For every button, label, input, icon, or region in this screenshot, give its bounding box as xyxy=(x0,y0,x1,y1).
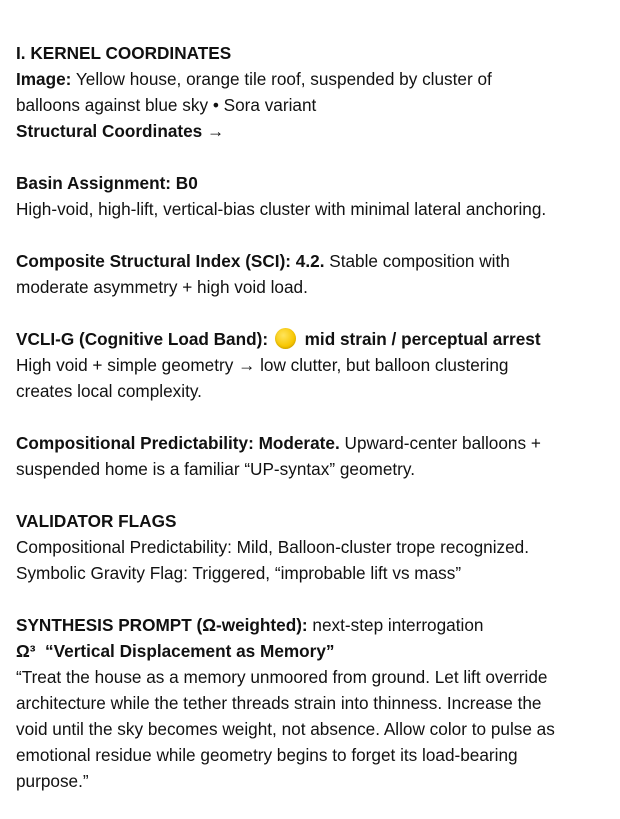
basin-heading: Basin Assignment: B0 xyxy=(16,173,198,193)
spacer xyxy=(16,144,604,170)
sci-line-2: moderate asymmetry + high void load. xyxy=(16,277,308,297)
synthesis-label-suffix: next-step interrogation xyxy=(307,615,484,635)
sci-line-1 xyxy=(16,248,604,274)
image-text-1: Yellow house, orange tile roof, suspended by cluster of xyxy=(71,69,492,89)
yellow-circle-icon xyxy=(275,328,296,349)
spacer xyxy=(16,586,604,612)
basin-text: High-void, high-lift, vertical-bias cluster with minimal lateral anchoring. xyxy=(16,199,547,219)
spacer xyxy=(16,300,604,326)
predictability-line-1 xyxy=(16,430,604,456)
prompt-line: purpose.” xyxy=(16,771,89,791)
spacer xyxy=(16,222,604,248)
omega-title: Ω³ “Vertical Displacement as Memory” xyxy=(16,641,335,661)
sci-label: Composite Structural Index (SCI): 4.2. xyxy=(16,251,325,271)
vcli-text-2: creates local complexity. xyxy=(16,381,202,401)
prompt-line: “Treat the house as a memory unmoored from ground. Let lift override xyxy=(16,667,548,687)
vcli-line-1 xyxy=(16,326,604,352)
spacer xyxy=(16,404,604,430)
predictability-label: Compositional Predictability: Moderate. xyxy=(16,433,340,453)
vcli-band: mid strain / perceptual arrest xyxy=(304,329,541,349)
image-description-line-2: balloons against blue sky • Sora variant xyxy=(16,95,317,115)
structural-coordinates-label: Structural Coordinates → xyxy=(16,121,225,141)
synthesis-label: SYNTHESIS PROMPT (Ω-weighted): xyxy=(16,615,308,635)
vcli-text-1: High void + simple geometry → low clutter, but balloon clustering xyxy=(16,355,509,375)
prompt-line: void until the sky becomes weight, not absence. Allow color to pulse as xyxy=(16,719,555,739)
validator-heading: VALIDATOR FLAGS xyxy=(16,511,177,531)
validator-flag-1: Compositional Predictability: Mild, Balloon-cluster trope recognized. xyxy=(16,537,529,557)
sci-text-1: Stable composition with xyxy=(324,251,510,271)
validator-flag-2: Symbolic Gravity Flag: Triggered, “improbable lift vs mass” xyxy=(16,563,462,583)
kernel-heading: I. KERNEL COORDINATES xyxy=(16,43,232,63)
vcli-label: VCLI-G (Cognitive Load Band): xyxy=(16,329,269,349)
synthesis-line xyxy=(16,612,604,638)
spacer xyxy=(16,482,604,508)
predictability-text-1: Upward-center balloons + xyxy=(339,433,541,453)
image-label: Image: xyxy=(16,69,72,89)
prompt-line: architecture while the tether threads strain into thinness. Increase the xyxy=(16,693,542,713)
image-description-line-1 xyxy=(16,66,604,92)
predictability-text-2: suspended home is a familiar “UP-syntax” geometry. xyxy=(16,459,415,479)
prompt-line: emotional residue while geometry begins to forget its load-bearing xyxy=(16,745,518,765)
